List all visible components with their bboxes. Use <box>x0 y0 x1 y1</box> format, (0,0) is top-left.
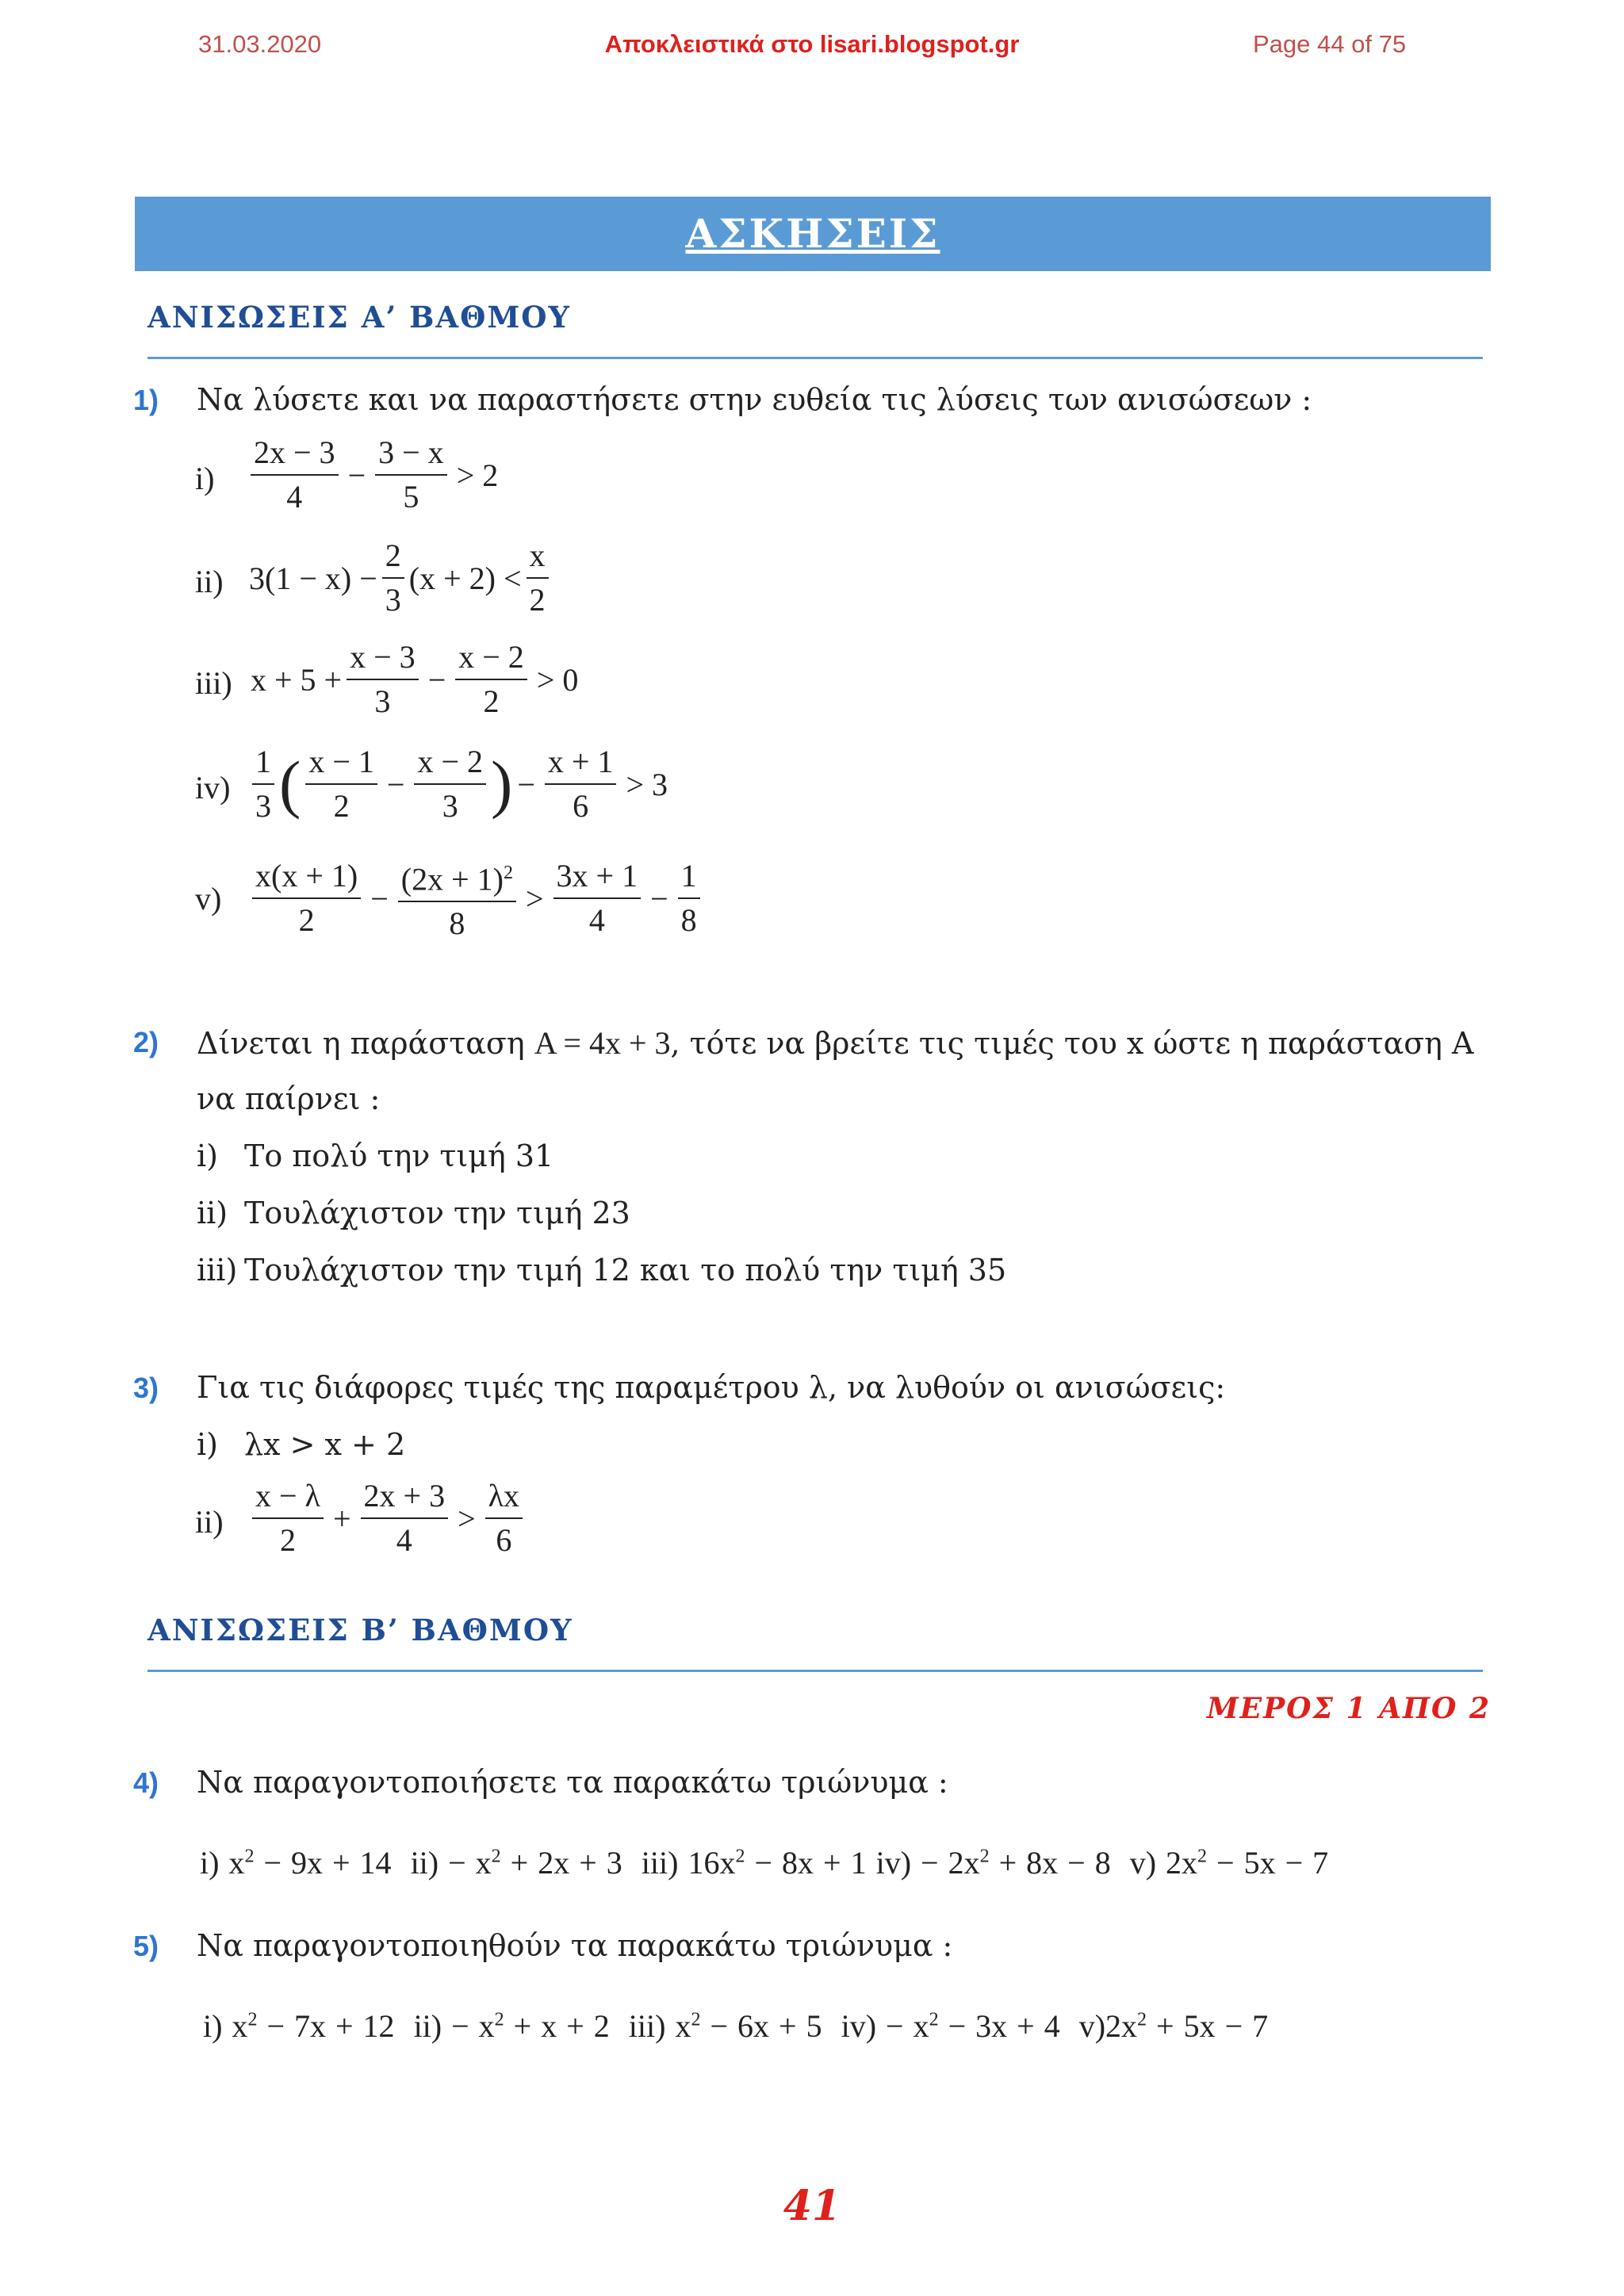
section-title-b: ΑΝΙΣΩΣΕΙΣ Β’ ΒΑΘΜΟΥ <box>147 1613 573 1647</box>
exercise-number-2: 2) <box>133 1026 159 1058</box>
expression-a: A = 4x + 3 <box>534 1025 671 1061</box>
section-title-a: ΑΝΙΣΩΣΕΙΣ Α’ ΒΑΘΜΟΥ <box>147 300 571 335</box>
section-divider-a <box>147 357 1483 359</box>
item-label: ii) <box>195 1504 224 1540</box>
exercise-number-3: 3) <box>133 1372 159 1404</box>
item-label: v) <box>195 881 222 916</box>
inequality-1-ii: 3(1 − x) − $\frac{2}{3}$ (x + 2) < x 2 <box>249 538 553 618</box>
page-number: 41 <box>783 2182 841 2230</box>
exercise-text-2: Δίνεται η παράσταση A = 4x + 3, τότε να βρείτε τις τιμές του x ώστε η παράσταση Α <box>197 1025 1474 1061</box>
exercise-text-2-cont: να παίρνει : <box>197 1081 381 1116</box>
part-indicator: ΜΕΡΟΣ 1 ΑΠΟ 2 <box>1206 1692 1491 1725</box>
list-item: iii) Τουλάχιστον την τιμή 12 και το πολύ την τιμή 35 <box>197 1253 1007 1288</box>
item-label: i) <box>195 461 215 496</box>
trinomials-5: i) $x^2 - 7x + 12$ $ii) - x^2 + x + 2$ iii) $x^2 - 6x + 5$ $iv) - x^2 - 3x + 4$ $v)2x^2 + 5x - 7$ <box>203 2008 1269 2044</box>
inequality-1-iv: 1 3 ( x − 1 2 − $\frac{x - 2}{3}$ ) − $\frac{x + 1}{6}$ > 3 <box>247 744 672 825</box>
inequality-1-v: x(x + 1) 2 − $\frac{(2x + 1)^2}{8}$ > 3x + 1 4 − $\frac{1}{8}$ <box>247 855 705 942</box>
header-date: 31.03.2020 <box>198 30 322 58</box>
list-item: i) Το πολύ την τιμή 31 <box>197 1138 554 1173</box>
inequality-1-iii: x + 5 + $\frac{x - 3}{3}$ − $\frac{x - 2}{2}$ > 0 <box>251 639 579 719</box>
inequality-3-ii: x − λ 2 + $\frac{2x + 3}{4}$ > λx 6 <box>247 1478 527 1559</box>
exercise-text-1: Να λύσετε και να παραστήσετε στην ευθεία τις λύσεις των ανισώσεων : <box>197 382 1312 417</box>
exercise-number-1: 1) <box>133 384 159 416</box>
exercise-text-5: Να παραγοντοποιηθούν τα παρακάτω τριώνυμα : <box>197 1928 953 1963</box>
section-divider-b <box>147 1670 1483 1672</box>
trinomials-4: i) $x^2 - 9x + 14$ $ii) - x^2 + 2x + 3$ iii) $16x^2 - 8x + 1$ $iv) - 2x^2 + 8x - 8$ v) $2x^2 - 5x - 7$ <box>200 1845 1329 1881</box>
item-label: iii) <box>195 665 232 701</box>
header-site[interactable]: Αποκλειστικά στο lisari.blogspot.gr <box>604 30 1020 58</box>
exercise-number-5: 5) <box>133 1930 159 1962</box>
exercise-text-4: Να παραγοντοποιήσετε τα παρακάτω τριώνυμα : <box>197 1765 948 1800</box>
header-page-of: Page 44 of 75 <box>1253 30 1407 58</box>
inequality-1-i: 2x − 3 4 − $\frac{3 - x}{5}$ > 2 <box>246 434 503 515</box>
exercise-number-4: 4) <box>133 1766 159 1799</box>
page-title: ΑΣΚΗΣΕΙΣ <box>685 210 940 257</box>
exercise-text-3: Για τις διάφορες τιμές της παραμέτρου λ, να λυθούν οι ανισώσεις: <box>197 1370 1226 1405</box>
list-item: i) λx > x + 2 <box>197 1427 406 1462</box>
item-label: ii) <box>195 564 224 599</box>
item-label: iv) <box>195 770 231 806</box>
list-item: ii) Τουλάχιστον την τιμή 23 <box>197 1196 630 1230</box>
